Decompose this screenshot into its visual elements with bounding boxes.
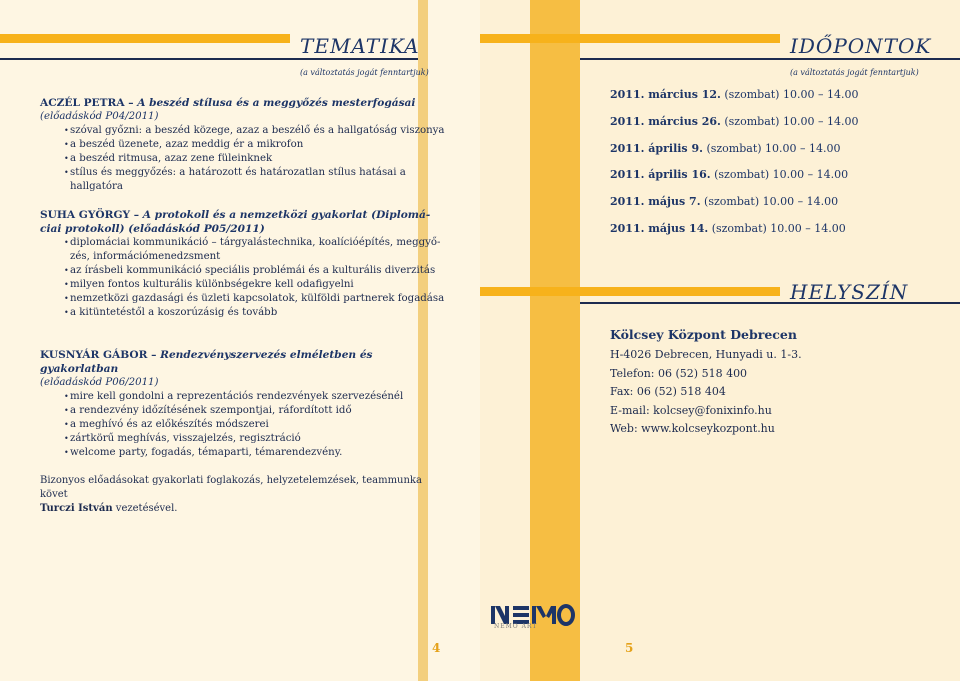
header-rule-right <box>580 58 960 60</box>
lecture-heading: ACZÉL PETRA – A beszéd stílusa és a meggyőzés mesterfogásai <box>40 97 416 109</box>
lecture-1 <box>40 96 450 194</box>
venue-web: Web: www.kolcseykozpont.hu <box>610 422 775 435</box>
summary-text: Bizonyos előadásokat gyakorlati foglakozás, helyzetelemzések, teammunka követ <box>40 475 422 500</box>
practice-summary <box>40 474 450 516</box>
date-list <box>610 88 890 249</box>
lecture-2 <box>40 208 450 320</box>
date-time: (szombat) 10.00 – 14.00 <box>711 221 846 235</box>
lecture-topic: • szóval győzni: a beszéd közege, azaz a beszélő és a hallgatóság viszonya <box>40 124 450 138</box>
lecture-topic: • a meghívó és az előkészítés módszerei <box>40 418 450 432</box>
venue-address: H-4026 Debrecen, Hunyadi u. 1-3. <box>610 348 802 361</box>
date-day: 2011. április 9. <box>610 141 703 155</box>
venue-fax: Fax: 06 (52) 518 404 <box>610 385 726 398</box>
venue-email: E-mail: kolcsey@fonixinfo.hu <box>610 403 772 417</box>
date-time: (szombat) 10.00 – 14.00 <box>724 88 859 101</box>
lecture-topic: • a beszéd ritmusa, azaz zene füleinknek <box>40 152 450 166</box>
lecture-speaker: ACZÉL PETRA <box>40 97 125 109</box>
lecture-topic: • a kitüntetéstől a koszorúzásig és tovább <box>40 306 450 320</box>
date-item <box>610 88 890 115</box>
summary-leader: Turczi István <box>40 503 113 514</box>
date-time: (szombat) 10.00 – 14.00 <box>706 141 841 155</box>
lecture-topic-list <box>40 390 450 460</box>
lecture-topic: • diplomáciai kommunikáció – tárgyalástechnika, koalícióépítés, meggyő- zés, információmenedzsment <box>40 236 450 264</box>
page-number-right: 5 <box>625 641 634 655</box>
lecture-speaker: SUHA GYÖRGY <box>40 209 131 221</box>
header-rule-left <box>0 58 418 60</box>
lecture-heading: SUHA GYÖRGY – A protokoll és a nemzetközi gyakorlat (Diplomá- ciai protokoll) (előadáskód P05/2011) <box>40 209 431 235</box>
date-item <box>610 142 890 169</box>
lecture-heading: KUSNYÁR GÁBOR – Rendezvényszervezés elméletben és gyakorlatban <box>40 349 373 375</box>
lecture-topic: • az írásbeli kommunikáció speciális problémái és a kulturális diverzitás <box>40 264 450 278</box>
date-time: (szombat) 10.00 – 14.00 <box>714 168 849 182</box>
rights-note-right: (a változtatás jogát fenntartjuk) <box>790 68 919 77</box>
rights-note-left: (a változtatás jogát fenntartjuk) <box>300 68 429 77</box>
accent-stripe-center <box>530 0 580 681</box>
lecture-title: A protokoll és a nemzetközi gyakorlat (Diplomá- ciai protokoll) <box>40 209 431 235</box>
date-day: 2011. április 16. <box>610 168 711 182</box>
lecture-code: (előadáskód P05/2011) <box>128 223 265 235</box>
lecture-code: (előadáskód P04/2011) <box>40 111 159 122</box>
header-band-left <box>0 34 290 43</box>
summary-suffix: vezetésével. <box>115 503 178 514</box>
section-title-tematika: TEMATIKA <box>300 34 420 58</box>
venue-band <box>480 287 780 296</box>
lecture-topic: • mire kell gondolni a reprezentációs rendezvények szervezésénél <box>40 390 450 404</box>
lecture-topic: • nemzetközi gazdasági és üzleti kapcsolatok, külföldi partnerek fogadása <box>40 292 450 306</box>
lecture-topic: • milyen fontos kulturális különbségekre kell odafigyelni <box>40 278 450 292</box>
lecture-topic: • zártkörű meghívás, visszajelzés, regisztráció <box>40 432 450 446</box>
venue-info <box>610 324 890 439</box>
date-item <box>610 115 890 142</box>
date-item <box>610 222 890 249</box>
lecture-speaker: KUSNYÁR GÁBOR <box>40 349 148 361</box>
lecture-topic: • a rendezvény időzítésének szempontjai, ráfordított idő <box>40 404 450 418</box>
lecture-title: Rendezvényszervezés elméletben és gyakorlatban <box>40 349 373 375</box>
section-title-helyszin: HELYSZÍN <box>790 280 909 304</box>
date-day: 2011. március 12. <box>610 88 721 101</box>
date-time: (szombat) 10.00 – 14.00 <box>704 195 839 209</box>
date-day: 2011. március 26. <box>610 114 721 128</box>
lecture-topic: • a beszéd üzenete, azaz meddig ér a mikrofon <box>40 138 450 152</box>
lecture-topic-list <box>40 124 450 194</box>
lecture-topic-list <box>40 236 450 320</box>
lecture-title: A beszéd stílusa és a meggyőzés mesterfogásai <box>137 97 416 109</box>
date-day: 2011. május 7. <box>610 195 701 209</box>
date-item <box>610 195 890 222</box>
date-day: 2011. május 14. <box>610 221 709 235</box>
page-number-left: 4 <box>432 641 441 655</box>
lecture-code: (előadáskód P06/2011) <box>40 377 159 388</box>
venue-name: Kölcsey Központ Debrecen <box>610 327 797 342</box>
section-title-idopontok: IDŐPONTOK <box>790 34 932 58</box>
venue-phone: Telefon: 06 (52) 518 400 <box>610 366 748 380</box>
date-item <box>610 168 890 195</box>
header-band-right <box>480 34 780 43</box>
lecture-3 <box>40 348 450 460</box>
logo-subtitle: NEMO ART <box>494 623 538 630</box>
lecture-topic: • welcome party, fogadás, témaparti, témarendezvény. <box>40 446 450 460</box>
date-time: (szombat) 10.00 – 14.00 <box>724 114 859 128</box>
lecture-topic: • stílus és meggyőzés: a határozott és határozatlan stílus hatásai a hallgatóra <box>40 166 450 194</box>
